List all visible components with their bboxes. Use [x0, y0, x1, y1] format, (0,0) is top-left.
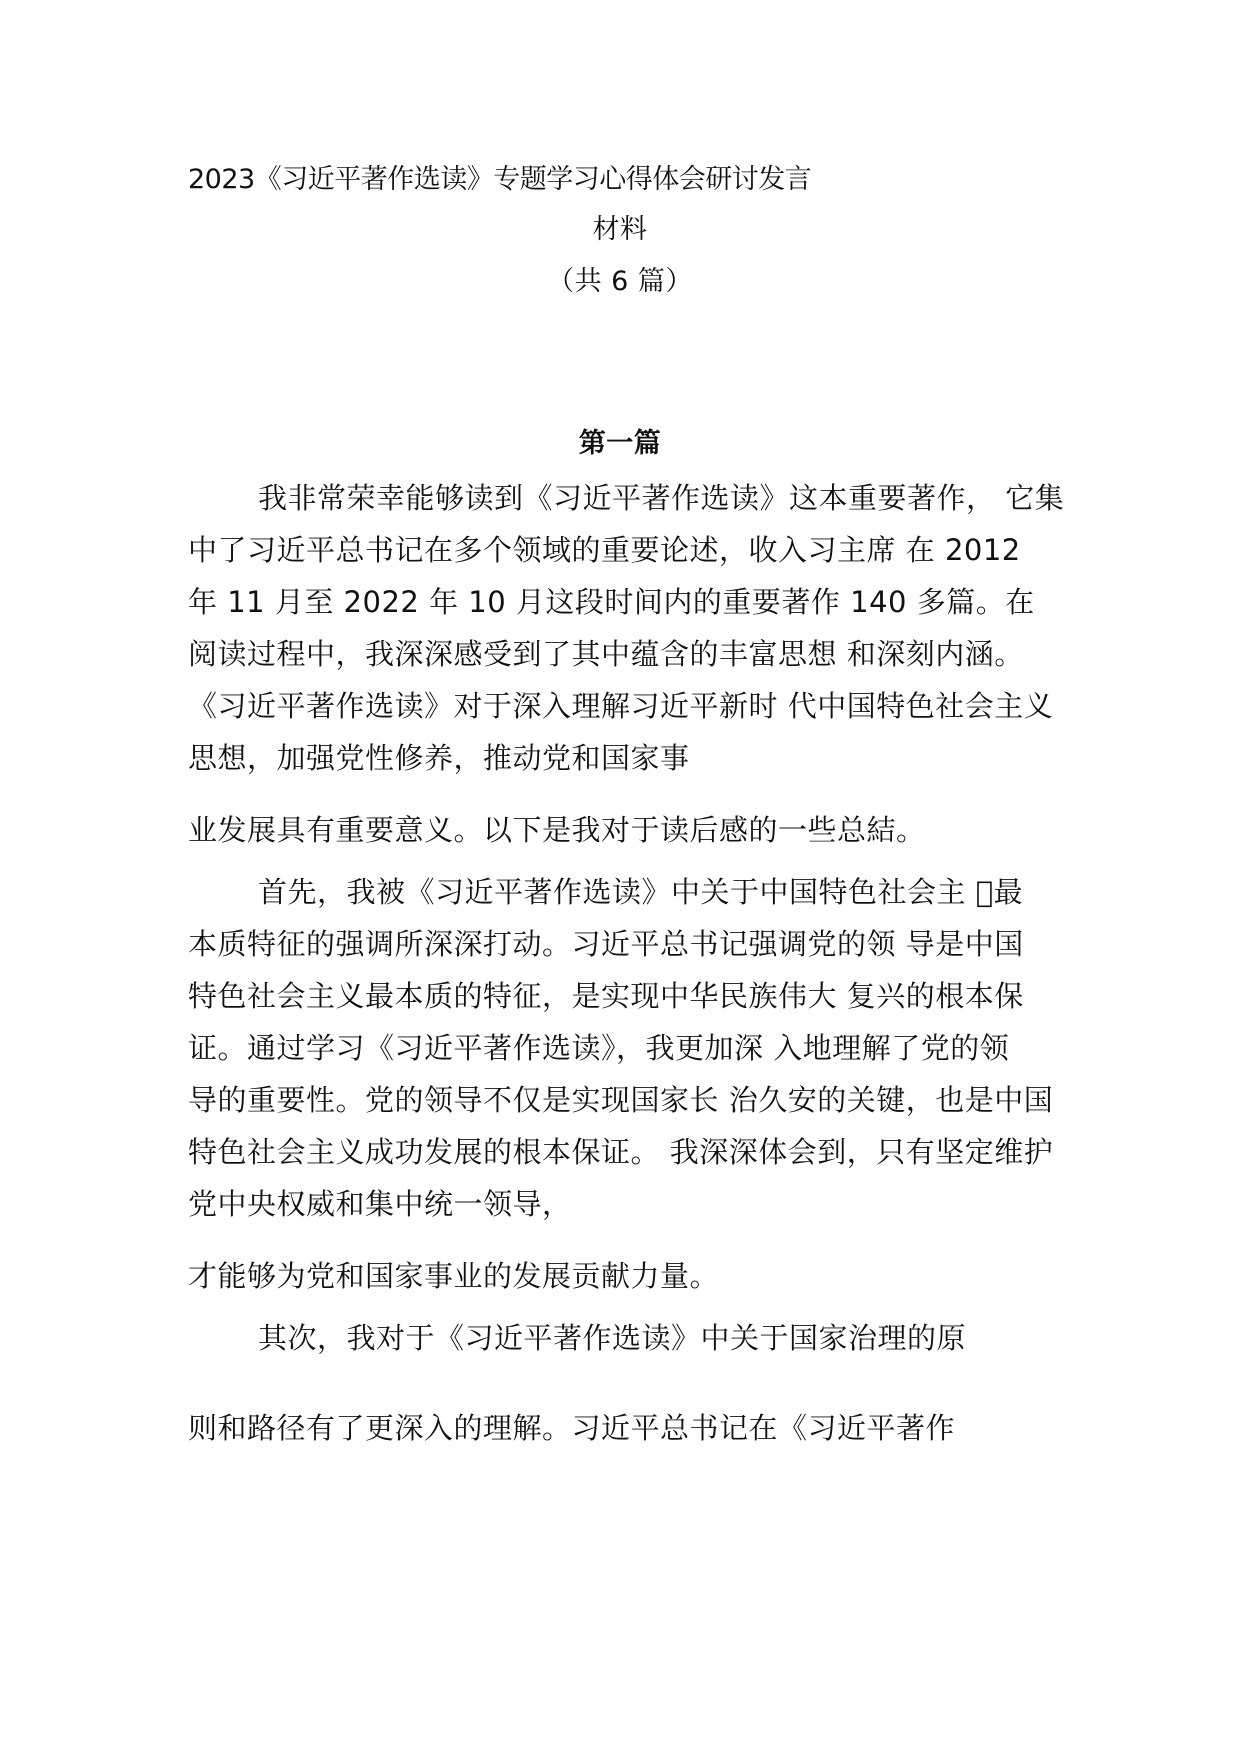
document-title-continued: 材料 — [592, 214, 648, 245]
paragraph-line: 我非常荣幸能够读到《习近平著作选读》这本重要著作， 它集 — [258, 481, 1065, 515]
paragraph-line: 思想，加强党性修养，推动党和国家事 — [188, 741, 690, 775]
paragraph-line: 其次，我对于《习近平著作选读》中关于国家治理的原 — [258, 1321, 967, 1355]
paragraph-line: 业发展具有重要意义。以下是我对于读后感的一些总結。 — [188, 813, 926, 847]
article-count: （共 6 篇） — [547, 266, 693, 297]
paragraph-line: 则和路径有了更深入的理解。习近平总书记在《习近平著作 — [188, 1411, 956, 1445]
document-title: 2023《习近平著作选读》专题学习心得体会研讨发言 — [188, 164, 812, 195]
paragraph-line: 中了习近平总书记在多个领域的重要论述，收入习主席 在 2012 — [188, 533, 1021, 567]
paragraph-line: 首先，我被《习近平著作选读》中关于中国特色社会主 􀀀最 — [258, 875, 1024, 909]
paragraph-line: 年 11 月至 2022 年 10 月这段时间内的重要著作 140 多篇。在 — [188, 585, 1035, 619]
paragraph-line: 阅读过程中，我深深感受到了其中蕴含的丰富思想 和深刻内涵。 — [188, 637, 1024, 671]
section-heading: 第一篇 — [578, 428, 662, 459]
paragraph-line: 特色社会主义最本质的特征，是实现中华民族伟大 复兴的根本保 — [188, 979, 1024, 1013]
paragraph-line: 本质特征的强调所深深打动。习近平总书记强调党的领 导是中国 — [188, 927, 1024, 961]
paragraph-line: 《习近平著作选读》对于深入理解习近平新时 代中国特色社会主义 — [188, 689, 1054, 723]
paragraph-line: 证。通过学习《习近平著作选读》，我更加深 入地理解了党的领 — [188, 1031, 1010, 1065]
paragraph-line: 才能够为党和国家事业的发展贡献力量。 — [188, 1259, 720, 1293]
paragraph-line: 导的重要性。党的领导不仅是实现国家长 治久安的关键，也是中国 — [188, 1083, 1054, 1117]
paragraph-line: 党中央权威和集中统一领导， — [188, 1187, 572, 1221]
paragraph-line: 特色社会主义成功发展的根本保证。 我深深体会到，只有坚定维护 — [188, 1135, 1054, 1169]
